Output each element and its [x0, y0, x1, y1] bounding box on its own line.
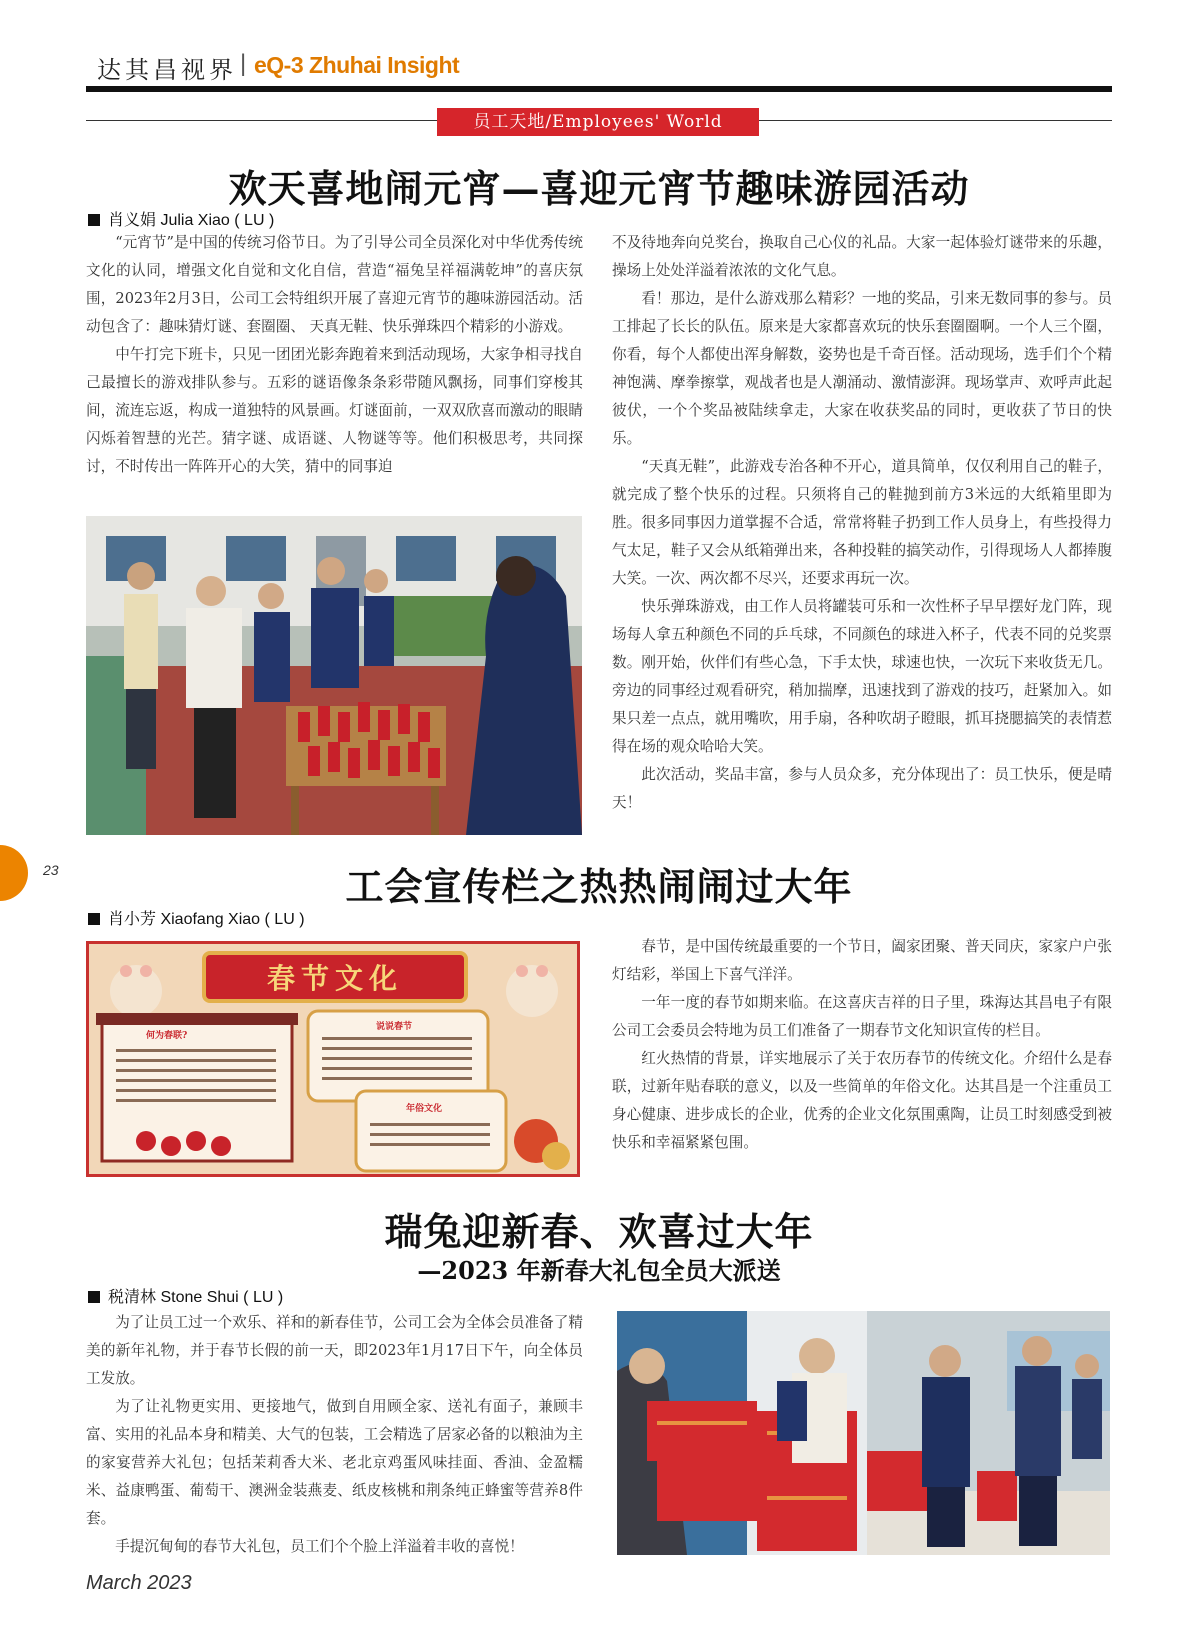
article2-column — [612, 933, 1112, 1157]
article2-title: 工会宣传栏之热热闹闹过大年 — [345, 864, 853, 909]
issue-date: March 2023 — [86, 1572, 192, 1594]
article3-author: 税清林 Stone Shui ( LU ) — [108, 1289, 284, 1306]
article1-paragraph: 中午打完下班卡，只见一团团光影奔跑着来到活动现场，大家争相寻找自己最擅长的游戏排队参与。五彩的谜语像条条彩带随风飘扬，同事们穿梭其间，流连忘返，构成一道独特的风景画。灯谜面前，一双双欣喜而激动的眼睛闪烁着智慧的光芒。猜字谜、成语谜、人物谜等等。他们积极思考，共同探讨，不时传出一阵阵开心的大笑，猜中的同事迫 — [86, 346, 583, 475]
poster-subheading: 说说春节 — [376, 1022, 413, 1032]
page-number-tab — [0, 845, 28, 901]
article2-paragraph: 春节，是中国传统最重要的一个节日，阖家团聚、普天同庆，家家户户张灯结彩，举国上下喜气洋洋。 — [612, 938, 1112, 983]
byline-marker — [88, 1291, 100, 1303]
article2-poster-photo — [86, 941, 580, 1177]
article2-paragraph: 一年一度的春节如期来临。在这喜庆吉祥的日子里，珠海达其昌电子有限公司工会委员会特地为员工们准备了一期春节文化知识宣传的栏目。 — [612, 994, 1112, 1039]
lantern-game-photo-image — [86, 516, 582, 835]
article3-paragraph: 为了让员工过一个欢乐、祥和的新春佳节，公司工会为全体会员准备了精美的新年礼物，并于春节长假的前一天，即2023年1月17日下午，向全体员工发放。 — [86, 1314, 583, 1387]
article1-paragraph: 看！那边，是什么游戏那么精彩？一地的奖品，引来无数同事的参与。员工排起了长长的队伍。原来是大家都喜欢玩的快乐套圈圈啊。一个人三个圈，你看，每个人都使出浑身解数，姿势也是千奇百怪。活动现场，选手们个个精神饱满、摩拳擦掌，观战者也是人潮涌动、激情澎湃。现场掌声、欢呼声此起彼伏，一个个奖品被陆续拿走，大家在收获奖品的同时，更收获了节日的快乐。 — [612, 290, 1112, 447]
article1-author: 肖义娟 Julia Xiao ( LU ) — [108, 212, 275, 229]
article3-photo — [617, 1311, 1110, 1555]
article3-column — [86, 1309, 583, 1561]
article2-author: 肖小芳 Xiaofang Xiao ( LU ) — [108, 911, 305, 928]
article1-paragraph: “天真无鞋”，此游戏专治各种不开心，道具简单，仅仅利用自己的鞋子，就完成了整个快乐的过程。只须将自己的鞋抛到前方3米远的大纸箱里即为胜。很多同事因力道掌握不合适，常常将鞋子扔到工作人员身上，有些投得力气太足，鞋子又会从纸箱弹出来，各种投鞋的搞笑动作，引得现场人人都捧腹大笑。一次、两次都不尽兴，还要求再玩一次。 — [612, 458, 1112, 587]
article1-byline — [88, 207, 274, 230]
article1-paragraph: 此次活动，奖品丰富，参与人员众多，充分体现出了：员工快乐，便是晴天！ — [612, 766, 1112, 811]
article1-paragraph: 不及待地奔向兑奖台，换取自己心仪的礼品。大家一起体验灯谜带来的乐趣，操场上处处洋溢着浓浓的文化气息。 — [612, 234, 1112, 279]
article3-byline — [88, 1284, 283, 1307]
byline-marker — [88, 913, 100, 925]
header-rule — [86, 86, 1112, 92]
byline-marker — [88, 214, 100, 226]
section-tag: 员工天地/Employees' World — [437, 108, 759, 136]
article1-paragraph: “元宵节”是中国的传统习俗节日。为了引导公司全员深化对中华优秀传统文化的认同，增强文化自觉和文化自信，营造“福兔呈祥福满乾坤”的喜庆氛围，2023年2月3日，公司工会特组织开展了喜迎元宵节的趣味游园活动。活动包含了：趣味猜灯谜、套圈圈、 天真无鞋、快乐弹珠四个精彩的小游戏。 — [86, 234, 583, 335]
magazine-title-cn: 达其昌视界 — [97, 56, 237, 84]
article3-paragraph: 为了让礼物更实用、更接地气，做到自用顾全家、送礼有面子，兼顾丰富、实用的礼品本身和精美、大气的包装，工会精选了居家必备的以粮油为主的家宴营养大礼包；包括茉莉香大米、老北京鸡蛋风味挂面、香油、金盈糯米、益康鸭蛋、葡萄干、澳洲金装燕麦、纸皮核桃和荆条纯正蜂蜜等营养8件套。 — [86, 1398, 583, 1527]
article1-photo — [86, 516, 582, 835]
page-number: 23 — [43, 862, 59, 878]
poster-subheading: 何为春联? — [146, 1031, 188, 1041]
article3-subtitle: —2023 年新春大礼包全员大派送 — [417, 1256, 781, 1285]
article1-left-column — [86, 229, 583, 481]
article1-paragraph: 快乐弹珠游戏，由工作人员将罐装可乐和一次性杯子早早摆好龙门阵，现场每人拿五种颜色不同的乒乓球，不同颜色的球进入杯子，代表不同的兑奖票数。刚开始，伙伴们有些心急，下手太快，球速也快，一次玩下来收货无几。旁边的同事经过观看研究，稍加揣摩，迅速找到了游戏的技巧，赶紧加入。如果只差一点点，就用嘴吹，用手扇，各种吹胡子瞪眼，抓耳挠腮搞笑的表情惹得在场的观众哈哈大笑。 — [612, 598, 1112, 755]
poster-subheading: 年俗文化 — [406, 1104, 443, 1114]
article2-paragraph: 红火热情的背景，详实地展示了关于农历春节的传统文化。介绍什么是春联，过新年贴春联的意义，以及一些简单的年俗文化。达其昌是一个注重员工身心健康、进步成长的企业，优秀的企业文化氛围熏陶，让员工时刻感受到被快乐和幸福紧紧包围。 — [612, 1050, 1112, 1151]
header-separator: | — [240, 50, 247, 77]
article3-paragraph: 手提沉甸甸的春节大礼包，员工们个个脸上洋溢着丰收的喜悦！ — [115, 1538, 524, 1555]
article3-title: 瑞兔迎新春、欢喜过大年 — [384, 1209, 814, 1254]
gift-distribution-photo-image — [617, 1311, 1110, 1555]
article1-title: 欢天喜地闹元宵—喜迎元宵节趣味游园活动 — [228, 166, 970, 211]
article1-right-column — [612, 229, 1112, 817]
poster-title: 春节文化 — [266, 962, 403, 995]
article2-byline — [88, 906, 305, 929]
magazine-title-en: eQ-3 Zhuhai Insight — [254, 52, 460, 78]
